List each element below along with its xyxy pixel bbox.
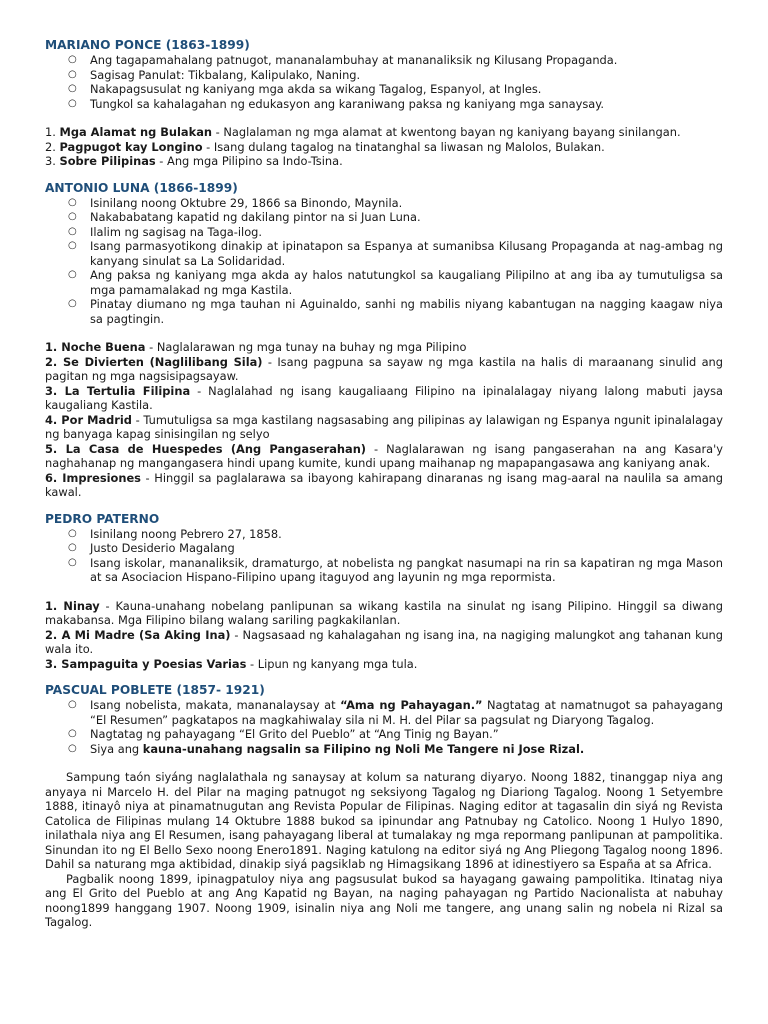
bullet-item: ○ Ang paksa ng kaniyang mga akda ay halos natutungkol sa kaugaliang Pilipilno at ang iba ay tumutuligsa sa mga pamamalakad ng mga Kastila. xyxy=(68,268,723,297)
bullet-item: ○ Sagisag Panulat: Tikbalang, Kalipulako, Naning. xyxy=(68,67,361,82)
work-item: 2. Pagpugot kay Longino - Isang dulang tagalog na tinatanghal sa liwasan ng Malolos, Bulakan. xyxy=(45,139,605,154)
work-item: 1. Mga Alamat ng Bulakan - Naglalaman ng mga alamat at kwentong bayan ng kaniyang bayang sinilangan. xyxy=(45,125,681,139)
bullet-item: ○ Isinilang noong Oktubre 29, 1866 sa Binondo, Maynila. xyxy=(68,195,403,210)
work-item: 3. Sampaguita y Poesias Varias - Lipun ng kanyang mga tula. xyxy=(45,656,418,671)
section-heading-pedro-paterno: PEDRO PATERNO xyxy=(45,511,160,526)
work-item: 5. La Casa de Huespedes (Ang Pangaserahan) - Naglalarawan ng isang pangaserahan na ang Kasara'y naghahanap ng mangangasera hindi upang kumite, kundi upang maihanap ng mapapangasawa ang kaniyang anak. xyxy=(45,441,724,470)
bullet-item: ○ Siya ang kauna-unahang nagsalin sa Filipino ng Noli Me Tangere ni Jose Rizal. xyxy=(68,741,585,756)
bullet-item: ○ Nakapagsusulat ng kaniyang mga akda sa wikang Tagalog, Espanyol, at Ingles. xyxy=(68,82,542,96)
circle-bullet-icon: ○ xyxy=(68,542,77,553)
circle-bullet-icon: ○ xyxy=(68,196,77,208)
bullet-item: ○ Nagtatag ng pahayagang “El Grito del Pueblo” at “Ang Tinig ng Bayan.” xyxy=(68,727,499,741)
works-list xyxy=(45,599,723,672)
circle-bullet-icon: ○ xyxy=(68,527,77,539)
work-item: 2. A Mi Madre (Sa Aking Ina) - Nagsasaad ng kahalagahan ng isang ina, na nagiging malungkot ang tahanan kung wala ito. xyxy=(45,627,724,656)
work-item: 2. Se Divierten (Naglilibang Sila) - Isang pagpuna sa sayaw ng mga kastila na halis di maraanang sinulid ang pagitan ng mga nagsisipagsayaw. xyxy=(45,354,724,383)
bullet-list xyxy=(45,196,723,327)
bullet-list xyxy=(45,53,723,111)
circle-bullet-icon: ○ xyxy=(68,68,77,80)
body-paragraph: Sampung taón siyáng naglalathala ng sanaysay at kolum sa naturang diyaryo. Noong 1882, tinanggap niya ang anyaya ni Marcelo H. del Pilar na maging patnugot ng seksiyong Tagalog ng Diariong Tagalog. Noong 1 Setyembre 1888, itinayô niya at pinamatnugutan ang Revista Popular de Filipinas. Naging editor at tagasalin din siyá ng Revista Catolica de Filipinas mulang 14 Oktubre 1888 bukod sa ipinundar ang Patnubay ng Catolico. Noong 1 Hulyo 1890, inilathala niya ang El Resumen, isang pahayagang liberal at tumalakay ng mga repormang panlipunan at pampolitika. Sinundan ito ng El Bello Sexo noong Enero1891. Naging katulong na editor siyá ng Ang Pliegong Tagalog noong 1896. Dahil sa naturang mga aktibidad, dinakip siyá pagsiklab ng Himagsikang 1896 at idinestiyero sa España at sa Africa. xyxy=(45,770,723,871)
circle-bullet-icon: ○ xyxy=(68,83,77,94)
work-item: 1. Ninay - Kauna-unahang nobelang panlipunan sa wikang kastila na sinulat ng isang Pilipino. Hinggil sa diwang makabansa. Mga Filipino bilang walang sariling pagkakilanlan. xyxy=(45,598,723,627)
circle-bullet-icon: ○ xyxy=(68,97,77,109)
bullet-item: ○ Isinilang noong Pebrero 27, 1858. xyxy=(68,526,282,541)
bullet-item: ○ Justo Desiderio Magalang xyxy=(68,541,235,555)
works-list xyxy=(45,340,723,500)
circle-bullet-icon: ○ xyxy=(68,728,77,739)
bullet-item: ○ Pinatay diumano ng mga tauhan ni Aguinaldo, sanhi ng mabilis niyang kabantugan na nagging kaagaw niya sa pagtingin. xyxy=(68,297,723,326)
circle-bullet-icon: ○ xyxy=(68,556,77,568)
circle-bullet-icon: ○ xyxy=(68,240,77,251)
bullet-item: ○ Nakababatang kapatid ng dakilang pintor na si Juan Luna. xyxy=(68,210,421,224)
circle-bullet-icon: ○ xyxy=(68,699,77,710)
circle-bullet-icon: ○ xyxy=(68,211,77,222)
circle-bullet-icon: ○ xyxy=(68,225,77,237)
bullet-item: ○ Ang tagapamahalang patnugot, mananalambuhay at mananaliksik ng Kilusang Propaganda. xyxy=(68,53,618,67)
bullet-item: ○ Isang nobelista, makata, mananalaysay at “Ama ng Pahayagan.” Nagtatag at namatnugot sa pahayagang “El Resumen” pagkatapos na magkahiwalay sila ni M. H. del Pilar sa pagsulat ng Diaryong Tagalog. xyxy=(68,698,723,727)
section-heading-antonio-luna: ANTONIO LUNA (1866-1899) xyxy=(45,180,238,195)
circle-bullet-icon: ○ xyxy=(68,54,77,65)
bullet-item: ○ Ilalim ng sagisag na Taga-ilog. xyxy=(68,224,263,239)
circle-bullet-icon: ○ xyxy=(68,742,77,754)
bullet-item: ○ Tungkol sa kahalagahan ng edukasyon ang karaniwang paksa ng kaniyang mga sanaysay. xyxy=(68,96,604,111)
work-item: 3. La Tertulia Filipina - Naglalahad ng isang kaugaliaang Filipino na ipinalalagay niyang lalong mabuti jaysa kaugaliang Kastila. xyxy=(45,383,724,412)
bullet-list xyxy=(45,698,723,756)
document-page xyxy=(45,38,723,930)
bullet-item: ○ Isang iskolar, mananaliksik, dramaturgo, at nobelista ng pangkat nasumapi na rin sa kapatiran ng mga Mason at sa Asociacion Hispano-Filipino upang itaguyod ang layunin ng mga repormista. xyxy=(68,555,723,584)
section-heading-pascual-poblete: PASCUAL POBLETE (1857- 1921) xyxy=(45,683,265,697)
work-item: 3. Sobre Pilipinas - Ang mga Pilipino sa Indo-Tsina. xyxy=(45,154,343,168)
circle-bullet-icon: ○ xyxy=(68,298,77,309)
work-item: 4. Por Madrid - Tumutuligsa sa mga kastilang nagsasabing ang pilipinas ay lalawigan ng Espanya ngunit ipinalalagay ng banyaga kapag sinisingilan ng selyo xyxy=(45,412,724,441)
work-item: 1. Noche Buena - Naglalarawan ng mga tunay na buhay ng mga Pilipino xyxy=(45,340,467,354)
circle-bullet-icon: ○ xyxy=(68,269,77,280)
body-paragraph: Pagbalik noong 1899, ipinagpatuloy niya ang pagsusulat bukod sa hayagang gawaing pampolitika. Itinatag niya ang El Grito del Pueblo at ang Ang Kapatid ng Bayan, na naging pahayagan ng Partido Nacionalista at nabuhay noong1899 hanggang 1907. Noong 1909, isinalin niya ang Noli me tangere, ang unang salin ng nobela ni Rizal sa Tagalog. xyxy=(45,871,723,929)
bullet-list xyxy=(45,527,723,585)
bullet-item: ○ Isang parmasyotikong dinakip at ipinatapon sa Espanya at sumanibsa Kilusang Propaganda at nag-ambag ng kanyang sinulat sa La Solidaridad. xyxy=(68,239,723,268)
works-list xyxy=(45,125,723,169)
section-heading-mariano-ponce: MARIANO PONCE (1863-1899) xyxy=(45,38,250,52)
work-item: 6. Impresiones - Hinggil sa paglalarawa sa ibayong kahirapang dinaranas ng isang mag-aaral na naulila sa amang kawal. xyxy=(45,470,724,499)
